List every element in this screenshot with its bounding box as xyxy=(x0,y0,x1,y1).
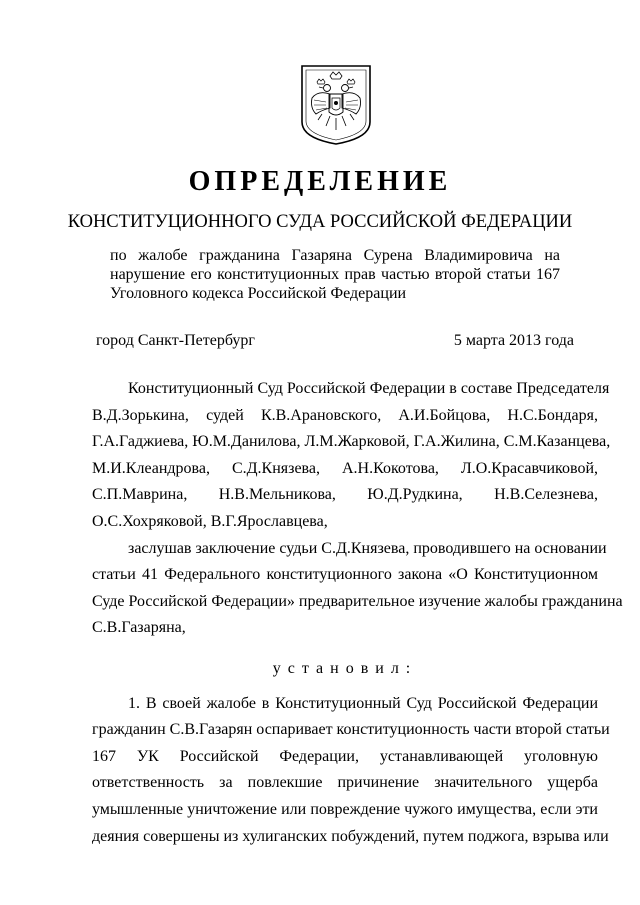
document-body xyxy=(92,376,623,850)
subject-line: по жалобе гражданина Газаряна Сурена Владимировича на xyxy=(110,247,560,264)
state-emblem-icon xyxy=(300,64,372,146)
paragraph-line: гражданин С.В.Газарян оспаривает конституционность части второй статьи xyxy=(92,721,610,739)
subject-line: Уголовного кодекса Российской Федерации xyxy=(110,285,407,302)
paragraph-line: умышленные уничтожение или повреждение чужого имущества, если эти xyxy=(92,800,598,818)
paragraph-line: С.В.Газаряна, xyxy=(92,619,186,637)
paragraph-line: О.С.Хохряковой, В.Г.Ярославцева, xyxy=(92,512,328,530)
paragraph-line: Суде Российской Федерации» предварительное изучение жалобы гражданина xyxy=(92,592,623,610)
document-city: город Санкт-Петербург xyxy=(96,332,255,349)
paragraph-line: статьи 41 Федерального конституционного закона «О Конституционном xyxy=(92,566,598,584)
document-title: ОПРЕДЕЛЕНИЕ xyxy=(188,166,452,197)
paragraph-line: 1. В своей жалобе в Конституционный Суд Российской Федерации xyxy=(128,694,598,712)
paragraph-line: Г.А.Гаджиева, Ю.М.Данилова, Л.М.Жарковой, Г.А.Жилина, С.М.Казанцева, xyxy=(92,433,611,451)
section-heading: установил: xyxy=(272,659,418,677)
paragraph-line: М.И.Клеандрова, С.Д.Князева, А.Н.Кокотова, Л.О.Красавчиковой, xyxy=(92,459,598,477)
subject-line: нарушение его конституционных прав частью второй статьи 167 xyxy=(110,266,560,283)
document-subtitle: КОНСТИТУЦИОННОГО СУДА РОССИЙСКОЙ ФЕДЕРАЦИИ xyxy=(67,212,573,232)
paragraph-line: заслушав заключение судьи С.Д.Князева, проводившего на основании xyxy=(128,539,607,557)
paragraph-line: ответственность за повлекшие причинение значительного ущерба xyxy=(92,774,598,792)
paragraph-line: 167 УК Российской Федерации, устанавливающей уголовную xyxy=(92,747,598,765)
document-subject xyxy=(110,246,560,303)
paragraph-line: В.Д.Зорькина, судей К.В.Арановского, А.И.Бойцова, Н.С.Бондаря, xyxy=(92,406,598,424)
document-date: 5 марта 2013 года xyxy=(453,332,574,349)
paragraph-line: деяния совершены из хулиганских побуждений, путем поджога, взрыва или xyxy=(92,827,609,845)
paragraph-line: Конституционный Суд Российской Федерации в составе Председателя xyxy=(128,380,610,397)
paragraph-line: С.П.Маврина, Н.В.Мельникова, Ю.Д.Рудкина, Н.В.Селезнева, xyxy=(92,486,598,504)
